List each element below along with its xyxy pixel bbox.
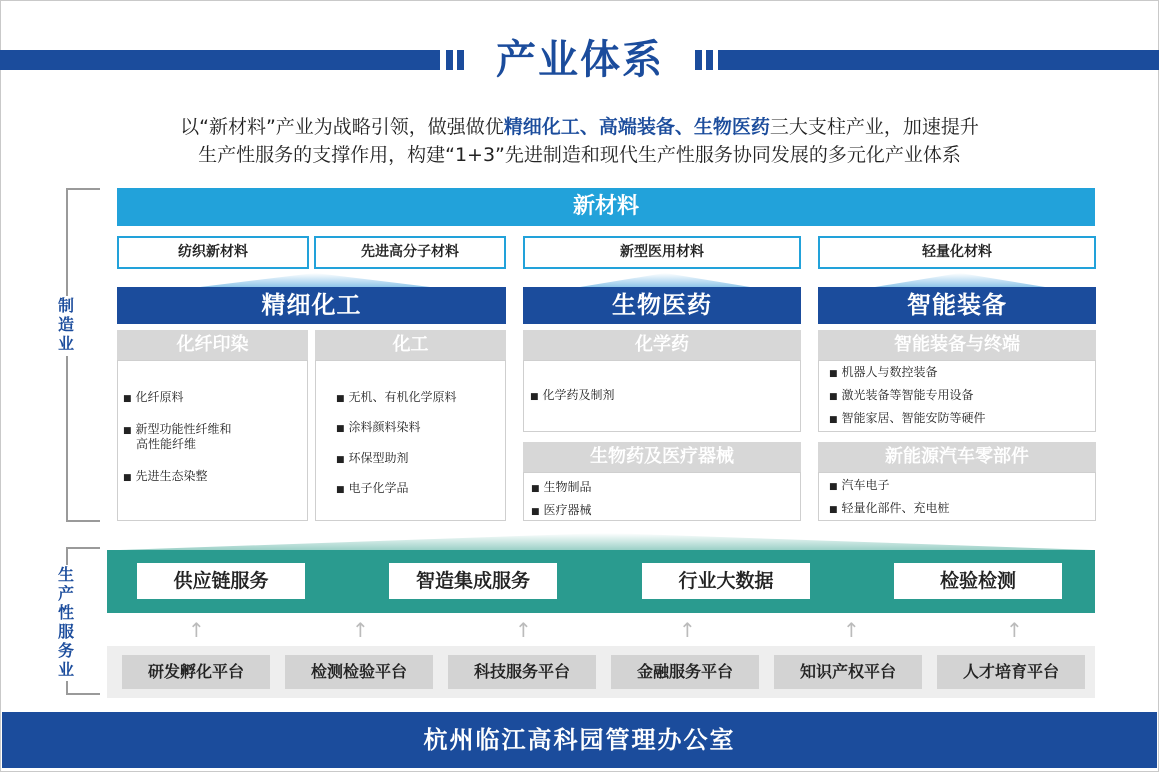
list-item-label: 机器人与数控装备: [841, 365, 938, 379]
list-item-label: 新型功能性纤维和: [135, 422, 232, 436]
list-item: [829, 365, 938, 382]
list-item-label: 环保型助剂: [348, 451, 409, 465]
bullet-icon: ■: [123, 426, 132, 436]
bullet-icon: ■: [336, 394, 345, 404]
arrow-up-icon: ↑: [188, 618, 205, 642]
submaterial-textile: 纺织新材料: [117, 236, 309, 269]
list-item-label: 化学药及制剂: [542, 388, 615, 402]
service-supply-chain: 供应链服务: [137, 563, 305, 599]
list-item: [531, 480, 592, 497]
subheader-bio-devices: 生物药及医疗器械: [523, 442, 801, 472]
list-item-label: 涂料颜料染料: [348, 420, 421, 434]
platform-testing: 检测检验平台: [285, 655, 433, 689]
header-accent-left-1: [446, 50, 453, 70]
platform-finance: 金融服务平台: [611, 655, 759, 689]
list-item-label: 智能家居、智能安防等硬件: [841, 411, 986, 425]
submaterial-medical: 新型医用材料: [523, 236, 801, 269]
highlight-high-end-equipment: 高端装备: [598, 116, 675, 138]
arrow-up-icon: ↑: [843, 618, 860, 642]
pillar-biomedicine: 生物医药: [523, 287, 801, 324]
bullet-icon: ■: [829, 415, 838, 425]
arrow-up-icon: ↑: [679, 618, 696, 642]
list-item: [531, 503, 592, 520]
list-item-continuation: 高性能纤维: [136, 437, 197, 451]
subheader-ev-parts: 新能源汽车零部件: [818, 442, 1096, 472]
platform-tech-services: 科技服务平台: [448, 655, 596, 689]
intro-line-2: 生产性服务的支撑作用，构建“1+3”先进制造和现代生产性服务协同发展的多元化产业体系: [198, 144, 961, 166]
bullet-icon: ■: [336, 485, 345, 495]
arrow-up-icon: ↑: [352, 618, 369, 642]
service-big-data: 行业大数据: [642, 563, 810, 599]
arrow-up-icon: ↑: [515, 618, 532, 642]
bullet-icon: ■: [123, 473, 132, 483]
list-item: [336, 420, 421, 437]
highlight-separator: 、: [579, 116, 599, 138]
bullet-icon: ■: [531, 507, 540, 517]
list-item-label: 医疗器械: [543, 503, 592, 517]
list-item-label: 无机、有机化学原料: [348, 390, 457, 404]
footer-banner: 杭州临江高科园管理办公室: [2, 712, 1157, 768]
list-item-label: 电子化学品: [348, 481, 409, 495]
bullet-icon: ■: [829, 505, 838, 515]
list-item: [123, 390, 184, 407]
list-item-label: 激光装备等智能专用设备: [841, 388, 974, 402]
list-item: [829, 501, 950, 518]
intro-text: [30, 113, 1129, 169]
list-item: [123, 469, 208, 486]
header-accent-right-1: [695, 50, 702, 70]
bullet-icon: ■: [829, 392, 838, 402]
header-accent-left-2: [457, 50, 464, 70]
list-item: [336, 451, 409, 468]
platform-ip: 知识产权平台: [774, 655, 922, 689]
bullet-icon: ■: [829, 482, 838, 492]
pillar-fine-chemicals: 精细化工: [117, 287, 506, 324]
submaterial-polymer: 先进高分子材料: [314, 236, 506, 269]
bullet-icon: ■: [123, 394, 132, 404]
subheader-smart-terminals: 智能装备与终端: [818, 330, 1096, 360]
page-title: 产业体系: [496, 37, 664, 83]
platform-talent: 人才培育平台: [937, 655, 1085, 689]
list-item: [530, 388, 615, 405]
subheader-fiber-dyeing: 化纤印染: [117, 330, 308, 360]
subheader-chemical-drugs: 化学药: [523, 330, 801, 360]
header-bar-right: [718, 50, 1159, 70]
bullet-icon: ■: [336, 424, 345, 434]
service-inspection: 检验检测: [894, 563, 1062, 599]
services-label: 生产性服务业: [55, 565, 77, 681]
list-item-label: 化纤原料: [135, 390, 184, 404]
list-item-label: 轻量化部件、充电桩: [841, 501, 950, 515]
list-item-label: 汽车电子: [841, 478, 890, 492]
manufacturing-label: 制造业: [55, 296, 77, 356]
service-integration: 智造集成服务: [389, 563, 557, 599]
pillar-smart-equipment: 智能装备: [818, 287, 1096, 324]
bullet-icon: ■: [530, 392, 539, 402]
header-accent-right-2: [706, 50, 713, 70]
intro-line-1: [30, 113, 1129, 141]
list-item: [829, 411, 986, 428]
submaterial-lightweight: 轻量化材料: [818, 236, 1096, 269]
highlight-fine-chemicals: 精细化工: [503, 116, 580, 138]
arrow-up-icon: ↑: [1006, 618, 1023, 642]
intro-text-2: 三大支柱产业，加速提升: [769, 116, 979, 138]
bullet-icon: ■: [336, 455, 345, 465]
new-materials-banner: 新材料: [117, 188, 1095, 226]
list-item-label: 先进生态染整: [135, 469, 208, 483]
list-item: [829, 388, 974, 405]
bullet-icon: ■: [531, 484, 540, 494]
list-item: [336, 390, 457, 407]
list-item: [829, 478, 890, 495]
bullet-icon: ■: [829, 369, 838, 379]
intro-text-1: 以“新材料”产业为战略引领，做强做优: [180, 116, 504, 138]
platform-rd-incubation: 研发孵化平台: [122, 655, 270, 689]
list-item: [336, 481, 409, 498]
highlight-separator: 、: [674, 116, 694, 138]
subheader-chemical: 化工: [315, 330, 506, 360]
list-item-label: 生物制品: [543, 480, 592, 494]
highlight-biomedicine: 生物医药: [693, 116, 770, 138]
header-bar-left: [0, 50, 440, 70]
